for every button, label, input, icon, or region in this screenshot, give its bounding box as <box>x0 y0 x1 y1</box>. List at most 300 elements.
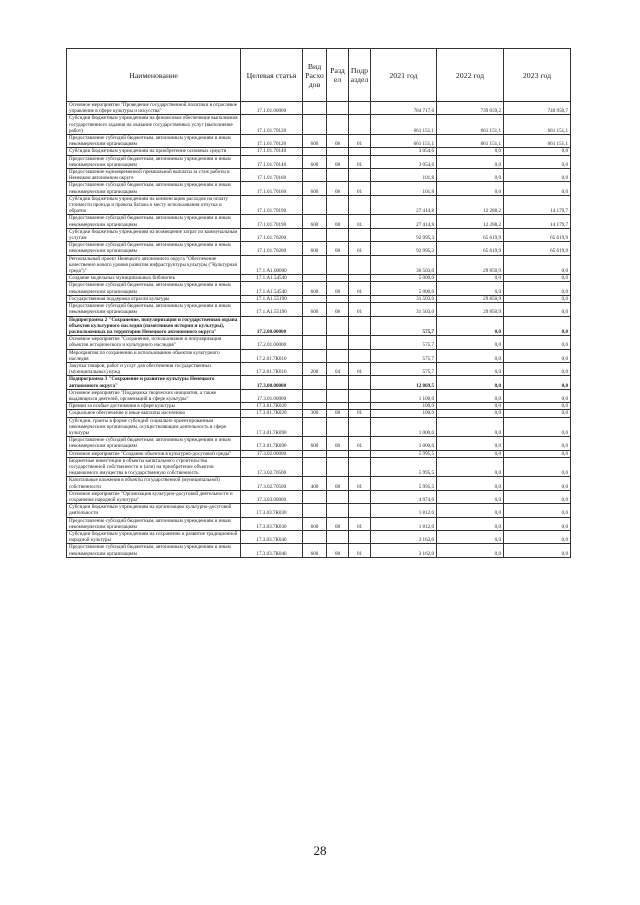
row-2023-cell: 0,0 <box>504 517 571 530</box>
table-row <box>67 349 571 362</box>
row-razd-cell <box>327 115 349 135</box>
budget-table <box>66 48 571 558</box>
row-2021-cell: 12 869,5 <box>371 376 437 389</box>
row-podr-cell: 01 <box>349 517 371 530</box>
row-razd-cell <box>327 336 349 349</box>
row-2021-cell: 1 812,0 <box>371 517 437 530</box>
row-2022-cell: 0,0 <box>437 376 504 389</box>
row-vid-cell <box>303 349 327 362</box>
row-code-cell: 17.3.02.70500 <box>241 477 303 490</box>
row-2023-cell: 65 619,9 <box>504 228 571 241</box>
row-2021-cell: 5 995,5 <box>371 450 437 457</box>
row-code-cell: 17.2.01.7К010 <box>241 362 303 375</box>
row-2023-cell: 0,0 <box>504 295 571 302</box>
table-row <box>67 417 571 437</box>
row-vid-cell: 600 <box>303 155 327 168</box>
row-vid-cell <box>303 531 327 544</box>
row-name-cell: Субсидии бюджетным учреждениям на организацию культурно-досуговой деятельности <box>67 504 241 517</box>
row-2022-cell: 0,0 <box>437 517 504 530</box>
row-podr-cell <box>349 336 371 349</box>
row-name-cell: Мероприятия по сохранению и использованию объектов культурного наследия <box>67 349 241 362</box>
row-2023-cell: 0,0 <box>504 155 571 168</box>
table-row <box>67 336 571 349</box>
row-vid-cell: 600 <box>303 437 327 450</box>
table-row <box>67 242 571 255</box>
table-row <box>67 135 571 148</box>
row-razd-cell <box>327 228 349 241</box>
row-2023-cell: 740 950,7 <box>504 102 571 115</box>
row-name-cell: Предоставление субсидий бюджетным, автономным учреждениям и иным некоммерческим организациям <box>67 517 241 530</box>
row-2022-cell: 0,0 <box>437 169 504 182</box>
row-2022-cell: 0,0 <box>437 316 504 336</box>
row-vid-cell <box>303 417 327 437</box>
row-vid-cell <box>303 504 327 517</box>
row-code-cell: 17.3.01.00000 <box>241 389 303 402</box>
row-podr-cell <box>349 450 371 457</box>
row-code-cell: 17.1.01.70200 <box>241 228 303 241</box>
table-row <box>67 403 571 410</box>
row-vid-cell: 200 <box>303 362 327 375</box>
row-code-cell: 17.3.03.7К030 <box>241 504 303 517</box>
row-podr-cell <box>349 169 371 182</box>
row-name-cell: Государственная поддержка отрасли культуры <box>67 295 241 302</box>
row-name-cell: Предоставление субсидий бюджетным, автономным учреждениям и иным некоммерческим организациям <box>67 135 241 148</box>
row-podr-cell <box>349 115 371 135</box>
table-row <box>67 228 571 241</box>
table-row <box>67 275 571 282</box>
row-name-cell: Субсидии бюджетным учреждениям на финансовое обеспечение выполнения государственного задания на оказание государственных услуг (выполнение работ) <box>67 115 241 135</box>
row-2021-cell: 575,7 <box>371 316 437 336</box>
row-podr-cell: 01 <box>349 182 371 195</box>
row-code-cell: 17.2.01.7К010 <box>241 349 303 362</box>
row-vid-cell: 600 <box>303 182 327 195</box>
row-2022-cell: 29 850,9 <box>437 295 504 302</box>
row-2022-cell: 0,0 <box>437 403 504 410</box>
row-2021-cell: 36 503,0 <box>371 255 437 275</box>
row-vid-cell <box>303 490 327 503</box>
row-vid-cell: 600 <box>303 135 327 148</box>
row-vid-cell: 600 <box>303 215 327 228</box>
row-2021-cell: 1 812,0 <box>371 504 437 517</box>
row-podr-cell: 01 <box>349 215 371 228</box>
row-vid-cell <box>303 228 327 241</box>
row-2023-cell: 0,0 <box>504 349 571 362</box>
row-code-cell: 17.3.00.00000 <box>241 376 303 389</box>
row-name-cell: Премии за особые достижения в сфере культуры <box>67 403 241 410</box>
row-vid-cell: 600 <box>303 544 327 557</box>
row-2021-cell: 5 000,0 <box>371 275 437 282</box>
table-row <box>67 410 571 417</box>
row-2023-cell: 0,0 <box>504 169 571 182</box>
row-2023-cell: 0,0 <box>504 437 571 450</box>
row-code-cell: 17.3.01.7К020 <box>241 410 303 417</box>
row-2021-cell: 661 151,1 <box>371 115 437 135</box>
row-2023-cell: 0,0 <box>504 531 571 544</box>
row-2021-cell: 575,7 <box>371 336 437 349</box>
row-2021-cell: 3 162,0 <box>371 544 437 557</box>
row-razd-cell <box>327 349 349 362</box>
row-2022-cell: 0,0 <box>437 148 504 155</box>
row-name-cell: Предоставление единовременной премиальной выплаты за стаж работы в Ненецком автономном округе <box>67 169 241 182</box>
row-razd-cell <box>327 490 349 503</box>
row-2023-cell: 0,0 <box>504 275 571 282</box>
row-2021-cell: 784 717,6 <box>371 102 437 115</box>
row-vid-cell <box>303 115 327 135</box>
row-razd-cell <box>327 195 349 215</box>
row-razd-cell: 04 <box>327 362 349 375</box>
row-2023-cell: 0,0 <box>504 316 571 336</box>
row-2022-cell: 0,0 <box>437 155 504 168</box>
row-podr-cell: 01 <box>349 362 371 375</box>
row-podr-cell <box>349 504 371 517</box>
row-name-cell: Субсидии бюджетным учреждениям на сохранение и развитие традиционной народной культуры <box>67 531 241 544</box>
row-code-cell: 17.1.01.70140 <box>241 148 303 155</box>
row-2022-cell: 661 151,1 <box>437 115 504 135</box>
row-2023-cell: 0,0 <box>504 389 571 402</box>
row-podr-cell <box>349 417 371 437</box>
row-name-cell: Основное мероприятие "Проведение государственной политики в отраслевое управление в сфере культуры и искусства" <box>67 102 241 115</box>
row-2023-cell: 0,0 <box>504 282 571 295</box>
row-2022-cell: 12 288,2 <box>437 195 504 215</box>
table-row <box>67 544 571 557</box>
row-razd-cell: 08 <box>327 437 349 450</box>
row-razd-cell <box>327 295 349 302</box>
row-name-cell: Основное мероприятие "Организация культурно-досуговой деятельности и сохранение народной культуры" <box>67 490 241 503</box>
row-2023-cell: 0,0 <box>504 303 571 316</box>
row-2022-cell: 0,0 <box>437 282 504 295</box>
row-2023-cell: 0,0 <box>504 403 571 410</box>
row-code-cell: 17.1.01.70120 <box>241 135 303 148</box>
row-vid-cell <box>303 295 327 302</box>
table-row <box>67 215 571 228</box>
row-vid-cell <box>303 255 327 275</box>
page-number: 28 <box>313 843 327 858</box>
row-name-cell: Субсидии, гранты в форме субсидий социально ориентированным некоммерческим организациям, осуществляющим деятельность в сфере культуры <box>67 417 241 437</box>
row-2022-cell: 29 850,9 <box>437 255 504 275</box>
row-podr-cell <box>349 531 371 544</box>
row-2023-cell: 0,0 <box>504 255 571 275</box>
row-code-cell: 17.1.01.70120 <box>241 115 303 135</box>
row-2022-cell: 0,0 <box>437 275 504 282</box>
row-2022-cell: 0,0 <box>437 417 504 437</box>
row-name-cell: Субсидии бюджетным учреждениям на компенсацию расходов на оплату стоимости проезда и провоза багажа к месту использования отпуска и обратно <box>67 195 241 215</box>
row-2022-cell: 0,0 <box>437 504 504 517</box>
row-podr-cell <box>349 403 371 410</box>
row-2021-cell: 661 151,1 <box>371 135 437 148</box>
row-podr-cell <box>349 490 371 503</box>
row-2022-cell: 0,0 <box>437 437 504 450</box>
row-code-cell: 17.1.A1.54540 <box>241 282 303 295</box>
row-vid-cell <box>303 148 327 155</box>
row-2021-cell: 100,0 <box>371 410 437 417</box>
row-podr-cell <box>349 102 371 115</box>
header-code: Целевая статья <box>241 49 303 102</box>
row-2021-cell: 1 000,0 <box>371 417 437 437</box>
row-2023-cell: 0,0 <box>504 544 571 557</box>
row-2022-cell: 0,0 <box>437 544 504 557</box>
row-razd-cell <box>327 403 349 410</box>
row-razd-cell: 08 <box>327 282 349 295</box>
row-razd-cell <box>327 255 349 275</box>
row-razd-cell: 08 <box>327 410 349 417</box>
row-vid-cell <box>303 457 327 477</box>
table-row <box>67 437 571 450</box>
row-2022-cell: 0,0 <box>437 457 504 477</box>
row-name-cell: Субсидии бюджетным учреждениям на приобретение основных средств <box>67 148 241 155</box>
row-name-cell: Предоставление субсидий бюджетным, автономным учреждениям и иным некоммерческим организациям <box>67 215 241 228</box>
row-razd-cell: 08 <box>327 182 349 195</box>
row-name-cell: Бюджетные инвестиции в объекты капитального строительства государственной собственности и (или) на приобретение объектов недвижимого имущества в государственную собственность <box>67 457 241 477</box>
row-vid-cell <box>303 403 327 410</box>
row-2021-cell: 5 000,0 <box>371 282 437 295</box>
header-2023: 2023 год <box>504 49 571 102</box>
row-podr-cell <box>349 275 371 282</box>
row-2021-cell: 575,7 <box>371 362 437 375</box>
row-2023-cell: 0,0 <box>504 182 571 195</box>
row-razd-cell <box>327 531 349 544</box>
row-code-cell: 17.1.01.70160 <box>241 169 303 182</box>
row-razd-cell <box>327 148 349 155</box>
row-2021-cell: 4 974,0 <box>371 490 437 503</box>
row-2023-cell: 14 179,7 <box>504 215 571 228</box>
row-2023-cell: 14 179,7 <box>504 195 571 215</box>
row-podr-cell <box>349 457 371 477</box>
row-vid-cell <box>303 389 327 402</box>
row-vid-cell <box>303 169 327 182</box>
row-2022-cell: 661 151,1 <box>437 135 504 148</box>
row-code-cell: 17.1.A1.55190 <box>241 295 303 302</box>
row-vid-cell <box>303 336 327 349</box>
row-name-cell: Подпрограмма 3 "Сохранение и развитие культуры Ненецкого автономного округа" <box>67 376 241 389</box>
row-2021-cell: 575,7 <box>371 349 437 362</box>
row-podr-cell: 01 <box>349 155 371 168</box>
row-vid-cell <box>303 376 327 389</box>
row-2021-cell: 3 054,6 <box>371 155 437 168</box>
row-code-cell: 17.1.A1.00000 <box>241 255 303 275</box>
table-row <box>67 255 571 275</box>
row-vid-cell: 600 <box>303 303 327 316</box>
row-name-cell: Региональный проект Ненецкого автономного округа "Обеспечение качественно нового уровня развития инфраструктуры культуры ("Культурная среда")" <box>67 255 241 275</box>
row-2023-cell: 0,0 <box>504 148 571 155</box>
row-2021-cell: 27 414,8 <box>371 215 437 228</box>
row-2023-cell: 0,0 <box>504 477 571 490</box>
row-podr-cell: 01 <box>349 282 371 295</box>
row-2021-cell: 31 503,0 <box>371 295 437 302</box>
row-2022-cell: 0,0 <box>437 490 504 503</box>
row-name-cell: Создание модельных муниципальных библиотек <box>67 275 241 282</box>
row-2023-cell: 0,0 <box>504 457 571 477</box>
table-row <box>67 389 571 402</box>
table-row <box>67 115 571 135</box>
row-2022-cell: 0,0 <box>437 336 504 349</box>
header-2021: 2021 год <box>371 49 437 102</box>
row-2022-cell: 0,0 <box>437 182 504 195</box>
row-2021-cell: 101,8 <box>371 169 437 182</box>
row-podr-cell: 01 <box>349 477 371 490</box>
row-razd-cell: 08 <box>327 155 349 168</box>
row-2021-cell: 1 000,0 <box>371 437 437 450</box>
table-row <box>67 457 571 477</box>
row-razd-cell: 08 <box>327 544 349 557</box>
row-podr-cell <box>349 316 371 336</box>
row-name-cell: Предоставление субсидий бюджетным, автономным учреждениям и иным некоммерческим организациям <box>67 303 241 316</box>
row-2022-cell: 0,0 <box>437 450 504 457</box>
row-podr-cell <box>349 228 371 241</box>
row-name-cell: Закупка товаров, работ и услуг для обеспечения государственных (муниципальных) нужд <box>67 362 241 375</box>
row-name-cell: Капитальные вложения в объекты государственной (муниципальной) собственности <box>67 477 241 490</box>
row-2022-cell: 65 619,9 <box>437 228 504 241</box>
row-vid-cell <box>303 275 327 282</box>
row-name-cell: Предоставление субсидий бюджетным, автономным учреждениям и иным некоммерческим организациям <box>67 282 241 295</box>
row-2023-cell: 0,0 <box>504 336 571 349</box>
row-2022-cell: 12 288,2 <box>437 215 504 228</box>
row-podr-cell <box>349 295 371 302</box>
row-code-cell: 17.2.00.00000 <box>241 316 303 336</box>
row-code-cell: 17.3.03.00000 <box>241 490 303 503</box>
row-vid-cell <box>303 195 327 215</box>
row-razd-cell: 08 <box>327 303 349 316</box>
row-podr-cell: 01 <box>349 410 371 417</box>
row-vid-cell <box>303 102 327 115</box>
row-razd-cell <box>327 376 349 389</box>
row-code-cell: 17.3.01.7К090 <box>241 417 303 437</box>
row-2021-cell: 3 162,0 <box>371 531 437 544</box>
row-vid-cell: 600 <box>303 517 327 530</box>
row-name-cell: Предоставление субсидий бюджетным, автономным учреждениям и иным некоммерческим организациям <box>67 155 241 168</box>
row-podr-cell: 01 <box>349 303 371 316</box>
row-code-cell: 17.1.01.70190 <box>241 195 303 215</box>
row-razd-cell: 08 <box>327 135 349 148</box>
row-2021-cell: 92 995,3 <box>371 242 437 255</box>
row-code-cell: 17.1.01.70160 <box>241 182 303 195</box>
row-2023-cell: 0,0 <box>504 490 571 503</box>
row-vid-cell: 600 <box>303 282 327 295</box>
row-2021-cell: 3 054,6 <box>371 148 437 155</box>
row-code-cell: 17.1.01.70200 <box>241 242 303 255</box>
row-2021-cell: 1 100,0 <box>371 389 437 402</box>
row-2022-cell: 0,0 <box>437 362 504 375</box>
row-2023-cell: 0,0 <box>504 376 571 389</box>
row-2021-cell: 101,8 <box>371 182 437 195</box>
table-row <box>67 295 571 302</box>
row-code-cell: 17.3.02.70500 <box>241 457 303 477</box>
table-row <box>67 362 571 375</box>
row-razd-cell: 08 <box>327 517 349 530</box>
row-podr-cell <box>349 349 371 362</box>
row-code-cell: 17.3.01.7К020 <box>241 403 303 410</box>
row-2021-cell: 27 414,8 <box>371 195 437 215</box>
row-name-cell: Основное мероприятие "Поддержка творческих инициатив, а также выдающихся деятелей, организаций в сфере культуры" <box>67 389 241 402</box>
row-vid-cell: 300 <box>303 410 327 417</box>
row-2023-cell: 0,0 <box>504 410 571 417</box>
header-podr: Подр аздел <box>349 49 371 102</box>
table-row <box>67 477 571 490</box>
row-podr-cell: 01 <box>349 437 371 450</box>
row-razd-cell <box>327 450 349 457</box>
row-razd-cell <box>327 316 349 336</box>
row-2022-cell: 0,0 <box>437 410 504 417</box>
row-code-cell: 17.1.A1.55190 <box>241 303 303 316</box>
row-2022-cell: 29 850,9 <box>437 303 504 316</box>
row-podr-cell <box>349 195 371 215</box>
row-razd-cell <box>327 417 349 437</box>
row-razd-cell <box>327 389 349 402</box>
header-razd: Разд ел <box>327 49 349 102</box>
table-header-row <box>67 49 571 102</box>
row-2021-cell: 100,0 <box>371 403 437 410</box>
row-2022-cell: 0,0 <box>437 477 504 490</box>
row-code-cell: 17.1.A1.54540 <box>241 275 303 282</box>
row-podr-cell: 01 <box>349 242 371 255</box>
row-podr-cell <box>349 389 371 402</box>
row-2021-cell: 5 995,5 <box>371 457 437 477</box>
header-vid: Вид Расхо дов <box>303 49 327 102</box>
row-2021-cell: 92 995,3 <box>371 228 437 241</box>
row-podr-cell <box>349 148 371 155</box>
row-vid-cell: 400 <box>303 477 327 490</box>
row-2023-cell: 0,0 <box>504 362 571 375</box>
row-2023-cell: 0,0 <box>504 417 571 437</box>
table-row <box>67 450 571 457</box>
row-name-cell: Предоставление субсидий бюджетным, автономным учреждениям и иным некоммерческим организациям <box>67 182 241 195</box>
row-name-cell: Предоставление субсидий бюджетным, автономным учреждениям и иным некоммерческим организациям <box>67 437 241 450</box>
row-code-cell: 17.3.01.7К090 <box>241 437 303 450</box>
row-name-cell: Предоставление субсидий бюджетным, автономным учреждениям и иным некоммерческим организациям <box>67 242 241 255</box>
row-code-cell: 17.1.01.70140 <box>241 155 303 168</box>
row-name-cell: Подпрограмма 2 "Сохранение, популяризация и государственная охрана объектов культурного наследия (памятников истории и культуры), расположенных на территории Ненецкого автономного округа" <box>67 316 241 336</box>
row-2022-cell: 0,0 <box>437 389 504 402</box>
row-podr-cell: 01 <box>349 544 371 557</box>
row-2021-cell: 31 503,0 <box>371 303 437 316</box>
table-row <box>67 490 571 503</box>
row-razd-cell: 08 <box>327 215 349 228</box>
row-vid-cell <box>303 450 327 457</box>
row-name-cell: Субсидии бюджетным учреждениям на возмещение затрат по коммунальным услугам <box>67 228 241 241</box>
table-row <box>67 517 571 530</box>
row-name-cell: Основное мероприятие "Сохранение, использование и популяризация объектов исторического и культурного наследия" <box>67 336 241 349</box>
row-2023-cell: 661 151,1 <box>504 115 571 135</box>
row-2022-cell: 65 619,9 <box>437 242 504 255</box>
table-row <box>67 102 571 115</box>
row-razd-cell <box>327 275 349 282</box>
row-2021-cell: 5 995,5 <box>371 477 437 490</box>
table-row <box>67 504 571 517</box>
row-2023-cell: 0,0 <box>504 504 571 517</box>
table-row <box>67 282 571 295</box>
row-2022-cell: 0,0 <box>437 349 504 362</box>
table-row <box>67 169 571 182</box>
row-podr-cell: 01 <box>349 135 371 148</box>
table-row <box>67 148 571 155</box>
row-code-cell: 17.1.01.00000 <box>241 102 303 115</box>
row-code-cell: 17.3.03.7К040 <box>241 544 303 557</box>
row-code-cell: 17.2.01.00000 <box>241 336 303 349</box>
row-razd-cell: 08 <box>327 477 349 490</box>
table-row <box>67 195 571 215</box>
table-row <box>67 303 571 316</box>
row-2022-cell: 0,0 <box>437 531 504 544</box>
row-razd-cell <box>327 457 349 477</box>
row-name-cell: Основное мероприятие "Создание объектов в культурно-досуговой среды" <box>67 450 241 457</box>
table-row <box>67 182 571 195</box>
table-row <box>67 531 571 544</box>
table-row <box>67 316 571 336</box>
row-name-cell: Предоставление субсидий бюджетным, автономным учреждениям и иным некоммерческим организациям <box>67 544 241 557</box>
row-podr-cell <box>349 255 371 275</box>
table-row <box>67 155 571 168</box>
row-2022-cell: 739 059,2 <box>437 102 504 115</box>
row-code-cell: 17.1.01.70190 <box>241 215 303 228</box>
